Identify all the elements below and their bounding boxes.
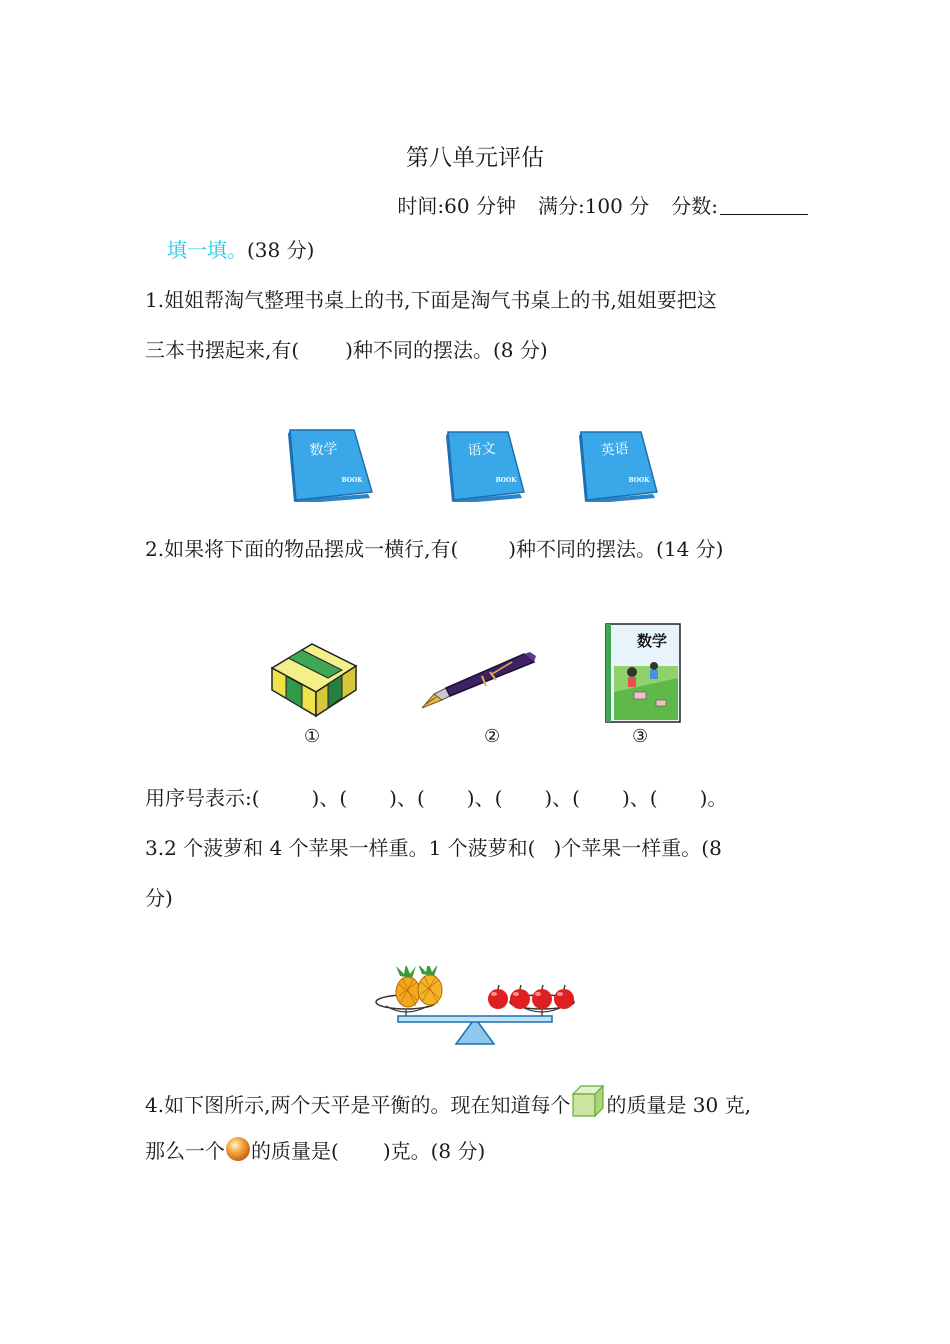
page-title: 第八单元评估 [406, 145, 544, 171]
pineapple-icon [418, 966, 442, 1005]
q3-line1: 3.2 个菠萝和 4 个苹果一样重。1 个菠萝和( )个苹果一样重。(8 [145, 836, 722, 860]
q2-answer-line: 用序号表示:( )、( )、( )、( )、( )、( )。 [145, 786, 728, 810]
book-math-icon [284, 428, 376, 502]
cube-icon [571, 1084, 605, 1118]
q1-line2: 三本书摆起来,有( )种不同的摆法。(8 分) [145, 338, 548, 362]
q3-line2: 分) [145, 886, 173, 910]
item-label-2: ② [484, 726, 501, 747]
book-title: 数学 [309, 440, 339, 460]
section-points: (38 分) [247, 238, 315, 262]
book-title: 英语 [600, 440, 630, 460]
book-chinese-icon [442, 430, 528, 502]
score-label: 分数: [671, 194, 718, 218]
math-textbook-icon [604, 622, 682, 724]
q1-line1: 1.姐姐帮淘气整理书桌上的书,下面是淘气书桌上的书,姐姐要把这 [145, 288, 717, 312]
book-tag: BOOK [341, 477, 363, 484]
balance-scale-icon [372, 966, 578, 1048]
q4-line2: 那么一个 的质量是( )克。(8 分) [145, 1136, 485, 1162]
book-tag: BOOK [628, 477, 650, 484]
ball-icon [225, 1136, 251, 1162]
item-label-1: ① [304, 726, 321, 747]
time-limit: 时间:60 分钟 [397, 194, 516, 218]
book-title: 语文 [467, 440, 497, 460]
q4-line1: 4.如下图所示,两个天平是平衡的。现在知道每个 的质量是 30 克, [145, 1084, 751, 1118]
apple-icon [554, 985, 574, 1009]
score-blank[interactable] [720, 196, 808, 215]
q2-line1: 2.如果将下面的物品摆成一横行,有( )种不同的摆法。(14 分) [145, 537, 724, 561]
apple-icon [488, 985, 508, 1009]
apple-icon [510, 985, 530, 1009]
fountain-pen-icon [420, 650, 538, 710]
pineapple-icon [396, 966, 420, 1007]
full-score: 满分:100 分 [537, 194, 650, 218]
section-label: 填一填。 [167, 238, 247, 262]
math-book-title: 数学 [636, 632, 668, 650]
eraser-icon [268, 640, 360, 718]
exam-meta [397, 190, 808, 219]
apple-icon [532, 985, 552, 1009]
book-tag: BOOK [495, 477, 517, 484]
item-label-3: ③ [632, 726, 649, 747]
book-english-icon [575, 430, 661, 502]
section-heading [167, 240, 314, 260]
